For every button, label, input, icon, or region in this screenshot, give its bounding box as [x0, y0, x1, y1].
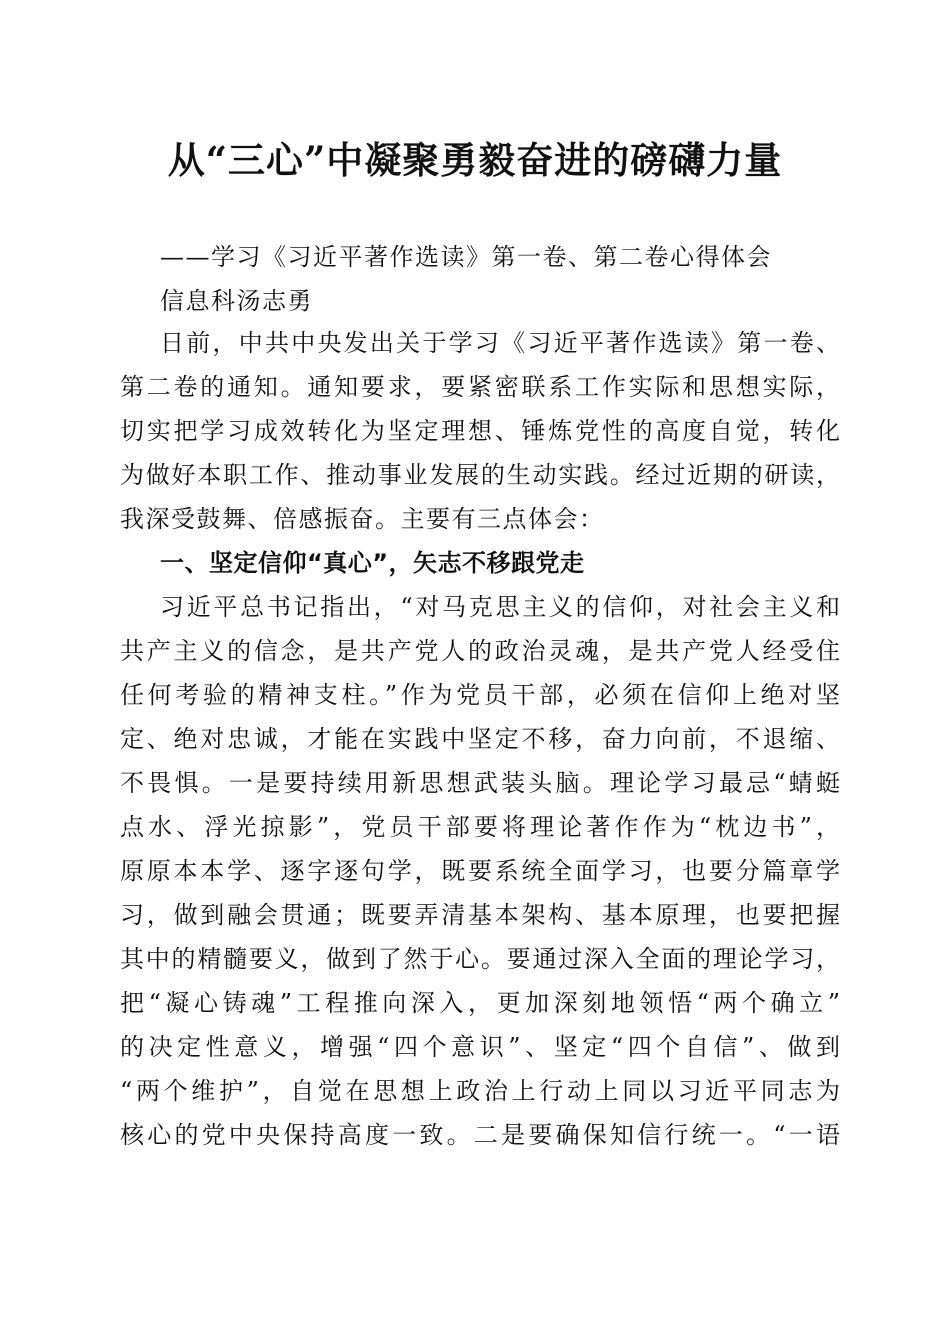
document-author: 信息科汤志勇	[160, 287, 313, 315]
paragraph-line: 点水、浮光掠影”，党员干部要将理论著作作为“枕边书”，	[120, 813, 840, 841]
section-heading: 一、坚定信仰“真心”，矢志不移跟党走	[160, 549, 585, 577]
paragraph-line: 定、绝对忠诚，才能在实践中坚定不移，奋力向前，不退缩、	[120, 725, 840, 753]
paragraph-line: 切实把学习成效转化为坚定理想、锤炼党性的高度自觉，转化	[120, 417, 840, 445]
paragraph-line: “两个维护”，自觉在思想上政治上行动上同以习近平同志为	[120, 1077, 840, 1105]
paragraph-line: 其中的精髓要义，做到了然于心。要通过深入全面的理论学习，	[120, 945, 840, 973]
paragraph-line: 日前，中共中央发出关于学习《习近平著作选读》第一卷、	[160, 329, 840, 357]
paragraph-line: 任何考验的精神支柱。”作为党员干部，必须在信仰上绝对坚	[120, 681, 840, 709]
document-subtitle: ——学习《习近平著作选读》第一卷、第二卷心得体会	[160, 243, 772, 271]
paragraph-line: 第二卷的通知。通知要求，要紧密联系工作实际和思想实际，	[120, 373, 840, 401]
paragraph-line: 核心的党中央保持高度一致。二是要确保知信行统一。“一语	[120, 1121, 840, 1149]
paragraph-line: 的决定性意义，增强“四个意识”、坚定“四个自信”、做到	[120, 1033, 840, 1061]
paragraph-line: 原原本本学、逐字逐句学，既要系统全面学习，也要分篇章学	[120, 857, 840, 885]
paragraph-line: 不畏惧。一是要持续用新思想武装头脑。理论学习最忌“蜻蜓	[120, 769, 840, 797]
document-title: 从“三心”中凝聚勇毅奋进的磅礴力量	[167, 138, 783, 182]
paragraph-line: 习，做到融会贯通；既要弄清基本架构、基本原理，也要把握	[120, 901, 840, 929]
paragraph-line: 把“凝心铸魂”工程推向深入，更加深刻地领悟“两个确立”	[120, 989, 840, 1017]
paragraph-line: 习近平总书记指出，“对马克思主义的信仰，对社会主义和	[160, 593, 840, 621]
paragraph-line: 我深受鼓舞、倍感振奋。主要有三点体会：	[120, 505, 605, 533]
paragraph-line: 共产主义的信念，是共产党人的政治灵魂，是共产党人经受住	[120, 637, 840, 665]
paragraph-line: 为做好本职工作、推动事业发展的生动实践。经过近期的研读，	[120, 461, 840, 489]
